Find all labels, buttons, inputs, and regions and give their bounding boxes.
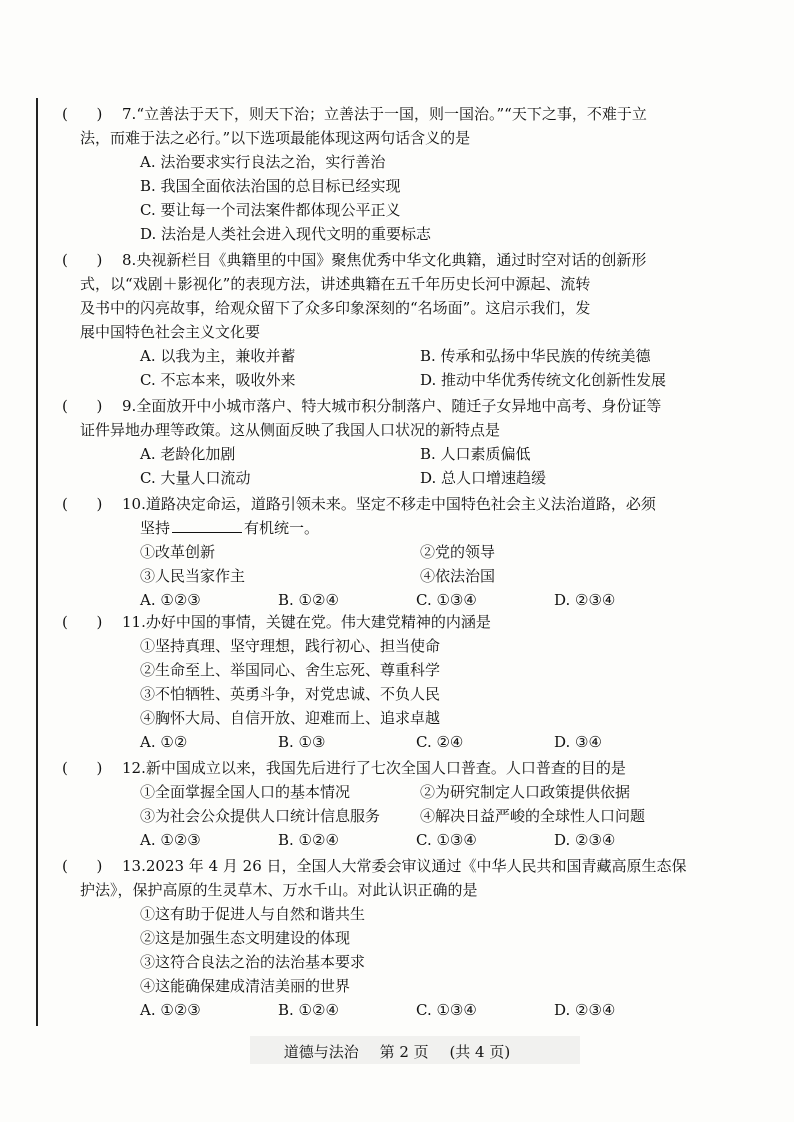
- answer-paren[interactable]: ( ): [62, 495, 103, 513]
- option-d: D. ②③④: [554, 591, 616, 609]
- question-number: 7.: [122, 105, 137, 123]
- option-a: A. ①②③: [140, 1001, 201, 1019]
- stem-line: 展中国特色社会主义文化要: [80, 323, 261, 341]
- question-13: [62, 854, 702, 1022]
- question-number: 10.: [122, 495, 146, 513]
- question-8: [62, 248, 702, 392]
- question-9: [62, 394, 702, 490]
- item-1: ①坚持真理、坚守理想，践行初心、担当使命: [140, 637, 441, 655]
- stem-line: 坚持: [140, 519, 171, 537]
- stem-line: “立善法于天下，则天下治；立善法于一国，则一国治。”“天下之事，不难于立: [136, 105, 647, 123]
- question-11: [62, 610, 702, 754]
- item-3: ③为社会公众提供人口统计信息服务: [140, 807, 381, 825]
- stem-line: 及书中的闪亮故事，给观众留下了众多印象深刻的“名场面”。这启示我们，发: [80, 299, 591, 317]
- footer-subject: 道德与法治: [283, 1043, 359, 1061]
- item-4: ④依法治国: [420, 567, 496, 585]
- question-7: [62, 102, 702, 246]
- option-b: B. 我国全面依法治国的总目标已经实现: [140, 177, 401, 195]
- item-4: ④这能确保建成清洁美丽的世界: [140, 977, 351, 995]
- answer-paren[interactable]: ( ): [62, 759, 103, 777]
- option-c: C. ①③④: [416, 591, 477, 609]
- question-number: 12.: [122, 759, 146, 777]
- question-10: [62, 492, 702, 612]
- item-2: ②生命至上、举国同心、舍生忘死、尊重科学: [140, 661, 441, 679]
- answer-paren[interactable]: ( ): [62, 251, 103, 269]
- option-d: D. ③④: [554, 733, 602, 751]
- stem-line: 道路决定命运，道路引领未来。坚定不移走中国特色社会主义法治道路，必须: [145, 495, 656, 513]
- option-c: C. 大量人口流动: [140, 469, 251, 487]
- question-number: 11.: [122, 613, 146, 631]
- item-3: ③不怕牺牲、英勇斗争，对党忠诚、不负人民: [140, 685, 441, 703]
- option-a: A. 法治要求实行良法之治，实行善治: [140, 153, 386, 171]
- stem-line: 护法》，保护高原的生灵草木、万水千山。对此认识正确的是: [80, 881, 478, 899]
- page-footer: [0, 1040, 794, 1064]
- answer-paren[interactable]: ( ): [62, 105, 103, 123]
- option-d: D. 法治是人类社会进入现代文明的重要标志: [140, 225, 432, 243]
- option-a: A. ①②: [140, 733, 188, 751]
- answer-paren[interactable]: ( ): [62, 397, 103, 415]
- option-b: B. ①②④: [278, 831, 339, 849]
- stem-line: 办好中国的事情，关键在党。伟大建党精神的内涵是: [145, 613, 491, 631]
- stem-line: 2023 年 4 月 26 日，全国人大常委会审议通过《中华人民共和国青藏高原生态保: [145, 857, 687, 875]
- stem-line: 式，以“戏剧＋影视化”的表现方法，讲述典籍在五千年历史长河中源起、流转: [80, 275, 591, 293]
- option-c: C. 要让每一个司法案件都体现公平正义: [140, 201, 401, 219]
- option-d: D. ②③④: [554, 1001, 616, 1019]
- option-d: D. ②③④: [554, 831, 616, 849]
- item-2: ②这是加强生态文明建设的体现: [140, 929, 351, 947]
- stem-line: 证件异地办理等政策。这从侧面反映了我国人口状况的新特点是: [80, 421, 501, 439]
- item-1: ①这有助于促进人与自然和谐共生: [140, 905, 366, 923]
- question-number: 13.: [122, 857, 146, 875]
- item-3: ③人民当家作主: [140, 567, 246, 585]
- item-4: ④解决日益严峻的全球性人口问题: [420, 807, 646, 825]
- question-12: [62, 756, 702, 852]
- stem-line: 有机统一。: [244, 519, 320, 537]
- item-4: ④胸怀大局、自信开放、迎难而上、追求卓越: [140, 709, 441, 727]
- item-2: ②党的领导: [420, 543, 496, 561]
- item-1: ①改革创新: [140, 543, 216, 561]
- item-2: ②为研究制定人口政策提供依据: [420, 783, 631, 801]
- fill-blank[interactable]: [172, 518, 242, 533]
- stem-line: 全面放开中小城市落户、特大城市积分制落户、随迁子女异地中高考、身份证等: [136, 397, 662, 415]
- question-number: 9.: [122, 397, 137, 415]
- option-c: C. ②④: [416, 733, 464, 751]
- option-a: A. 老龄化加剧: [140, 445, 236, 463]
- stem-line: 新中国成立以来，我国先后进行了七次全国人口普查。人口普查的目的是: [145, 759, 626, 777]
- footer-page-number: 第 2 页: [379, 1043, 429, 1061]
- option-a: A. ①②③: [140, 591, 201, 609]
- answer-paren[interactable]: ( ): [62, 613, 103, 631]
- option-d: D. 推动中华优秀传统文化创新性发展: [420, 371, 667, 389]
- question-number: 8.: [122, 251, 137, 269]
- footer-total-pages: (共 4 页): [449, 1043, 511, 1061]
- binding-margin-line: [36, 98, 38, 1026]
- option-b: B. ①②④: [278, 591, 339, 609]
- option-c: C. 不忘本来，吸收外来: [140, 371, 296, 389]
- option-c: C. ①③④: [416, 831, 477, 849]
- item-3: ③这符合良法之治的法治基本要求: [140, 953, 366, 971]
- option-a: A. 以我为主，兼收并蓄: [140, 347, 296, 365]
- stem-line: 法，而难于法之必行。”以下选项最能体现这两句话含义的是: [80, 129, 471, 147]
- option-b: B. 传承和弘扬中华民族的传统美德: [420, 347, 651, 365]
- option-b: B. ①②④: [278, 1001, 339, 1019]
- option-b: B. ①③: [278, 733, 326, 751]
- stem-line: 央视新栏目《典籍里的中国》聚焦优秀中华文化典籍，通过时空对话的创新形: [136, 251, 647, 269]
- answer-paren[interactable]: ( ): [62, 857, 103, 875]
- option-a: A. ①②③: [140, 831, 201, 849]
- option-d: D. 总人口增速趋缓: [420, 469, 547, 487]
- option-b: B. 人口素质偏低: [420, 445, 531, 463]
- item-1: ①全面掌握全国人口的基本情况: [140, 783, 351, 801]
- option-c: C. ①③④: [416, 1001, 477, 1019]
